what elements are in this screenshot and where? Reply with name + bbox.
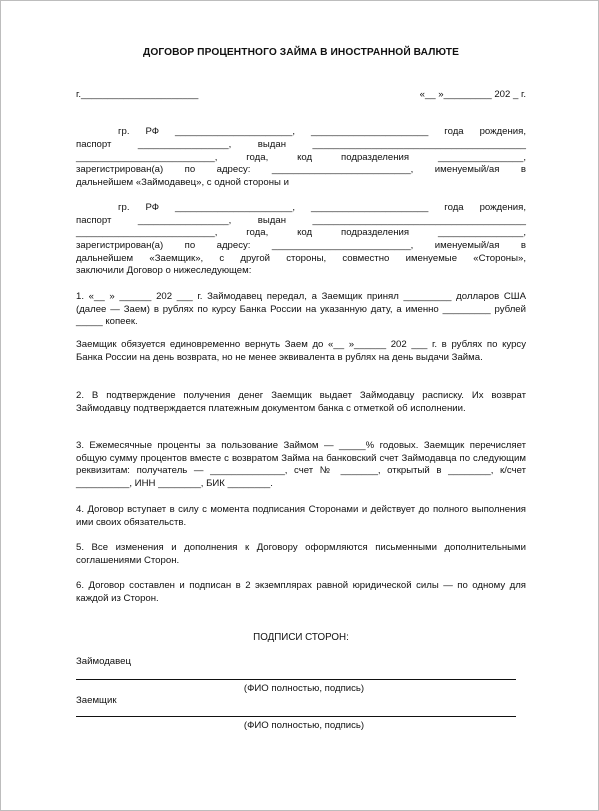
lender-signature-line: [76, 679, 516, 680]
party1-line4: зарегистрирован(а) по адресу: __________________________, именуемый/ая в: [76, 164, 526, 175]
document-title: ДОГОВОР ПРОЦЕНТНОГО ЗАЙМА В ИНОСТРАННОЙ ВАЛЮТЕ: [142, 47, 460, 58]
party2-line5: дальнейшем «Заемщик», с другой стороны, совместно именуемые «Стороны»,: [76, 253, 526, 264]
party2-line3: __________________________, года, код подразделения ________________,: [76, 227, 526, 238]
borrower-signature-caption: (ФИО полностью, подпись): [243, 720, 365, 731]
party1-line5: дальнейшем «Займодавец», с одной стороны и: [76, 177, 289, 188]
clause-1-return: Заемщик обязуется единовременно вернуть Заем до «__ »______ 202 ___ г. в рублях по курсу Банка России на день возврата, но не менее эквивалента в рублях на день выдачи Займа.: [76, 339, 526, 363]
borrower-label: Заемщик: [76, 695, 117, 706]
party1-line2: паспорт _________________, выдан ________________________________________: [76, 139, 526, 150]
lender-label: Займодавец: [76, 656, 131, 667]
place-field: г.______________________: [76, 89, 199, 100]
place-date-row: [76, 89, 526, 102]
clause-2: 2. В подтверждение получения денег Заемщик выдает Займодавцу расписку. Их возврат Займодавцу подтверждается платежным документом банка с отметкой об исполнении.: [76, 390, 526, 414]
party2-line6: заключили Договор о нижеследующем:: [76, 265, 252, 276]
lender-signature-caption: (ФИО полностью, подпись): [243, 683, 365, 694]
borrower-signature-line: [76, 716, 516, 717]
clause-5: 5. Все изменения и дополнения к Договору оформляются письменными дополнительными соглашениями Сторон.: [76, 542, 526, 566]
clause-1: 1. «__ » ______ 202 ___ г. Займодавец передал, а Заемщик принял _________ долларов США (далее — Заем) в рублях по курсу Банка России на указанную дату, а именно _________ рублей _____ копеек.: [76, 291, 526, 328]
party2-line4: зарегистрирован(а) по адресу: __________________________, именуемый/ая в: [76, 240, 526, 251]
date-field: «__ »_________ 202 _ г.: [419, 89, 526, 100]
party2-line1: гр. РФ ______________________, ______________________ года рождения,: [118, 202, 526, 213]
clause-6: 6. Договор составлен и подписан в 2 экземплярах равной юридической силы — по одному для каждой из Сторон.: [76, 580, 526, 604]
clause-3: 3. Ежемесячные проценты за пользование Займом — _____% годовых. Заемщик перечисляет общую сумму процентов вместе с возвратом Займа на банковский счет Займодавца по следующим реквизитам: получатель — ______________, счет № _______, открытый в ________, к/счет __________, ИНН ________, БИК ________.: [76, 440, 526, 489]
party2-line2: паспорт _________________, выдан ________________________________________: [76, 215, 526, 226]
party1-line3: __________________________, года, код подразделения ________________,: [76, 152, 526, 163]
party1-line1: гр. РФ ______________________, ______________________ года рождения,: [118, 126, 526, 137]
signatures-heading: ПОДПИСИ СТОРОН:: [253, 632, 349, 643]
clause-4: 4. Договор вступает в силу с момента подписания Сторонами и действует до полного выполнения ими своих обязательств.: [76, 504, 526, 528]
